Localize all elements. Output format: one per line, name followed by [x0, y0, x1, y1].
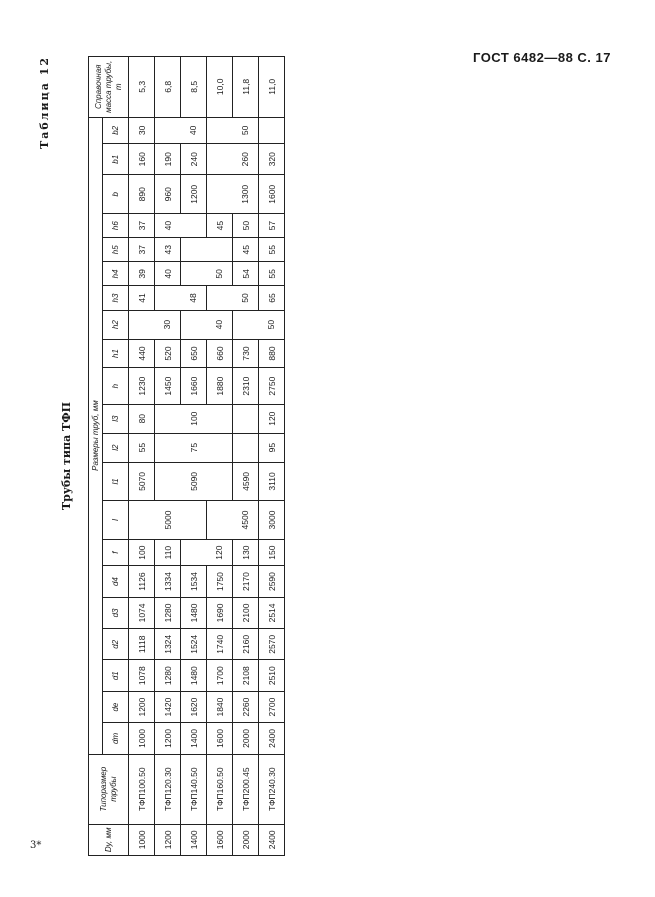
rotated-table-frame [30, 56, 570, 856]
cell-h6 [181, 214, 207, 238]
cell-d1: 1078 [129, 660, 155, 691]
cell-l1 [155, 462, 181, 501]
cell-h1: 650 [181, 339, 207, 368]
cell-h2 [181, 310, 207, 339]
cell-h1: 880 [259, 339, 285, 368]
table-row [129, 57, 155, 856]
cell-dt: 1400 [181, 723, 207, 754]
page-footnote: 3* [30, 840, 42, 851]
cell-b [207, 175, 233, 214]
col-h4: h4 [103, 262, 129, 286]
cell-b: 1600 [259, 175, 285, 214]
cell-h5 [181, 238, 207, 262]
cell-type: ТФП120.30 [155, 754, 181, 824]
cell-d3: 2514 [259, 597, 285, 628]
cell-d4: 1126 [129, 566, 155, 597]
cell-h2: 40 [207, 310, 233, 339]
cell-d4: 2590 [259, 566, 285, 597]
cell-f: 130 [233, 539, 259, 566]
cell-type: ТФП240.30 [259, 754, 285, 824]
cell-h2 [233, 310, 259, 339]
col-d2: d2 [103, 629, 129, 660]
col-h3: h3 [103, 286, 129, 310]
col-l3: l3 [103, 404, 129, 433]
cell-dy: 2400 [259, 824, 285, 855]
cell-h: 1450 [155, 368, 181, 404]
cell-d1: 1280 [155, 660, 181, 691]
cell-b1: 240 [181, 144, 207, 175]
cell-l1: 5090 [181, 462, 207, 501]
cell-h5: 55 [259, 238, 285, 262]
cell-h: 1880 [207, 368, 233, 404]
cell-dy: 1600 [207, 824, 233, 855]
cell-l3 [207, 404, 233, 433]
cell-h2: 50 [259, 310, 285, 339]
cell-l3: 80 [129, 404, 155, 433]
cell-d2: 1324 [155, 629, 181, 660]
table-row [259, 57, 285, 856]
cell-b2: 30 [129, 117, 155, 144]
col-d3: d3 [103, 597, 129, 628]
cell-f: 150 [259, 539, 285, 566]
cell-l3 [155, 404, 181, 433]
cell-b: 960 [155, 175, 181, 214]
cell-b1: 160 [129, 144, 155, 175]
cell-l3: 120 [259, 404, 285, 433]
cell-d2: 1118 [129, 629, 155, 660]
cell-l [207, 501, 233, 540]
cell-d2: 1524 [181, 629, 207, 660]
col-l2: l2 [103, 433, 129, 462]
cell-h1: 660 [207, 339, 233, 368]
cell-h3 [207, 286, 233, 310]
cell-de: 1620 [181, 691, 207, 722]
cell-dt: 2400 [259, 723, 285, 754]
cell-h5 [207, 238, 233, 262]
cell-f: 110 [155, 539, 181, 566]
cell-dt: 1000 [129, 723, 155, 754]
cell-de: 2260 [233, 691, 259, 722]
cell-mass: 5,3 [129, 57, 155, 118]
cell-d2: 2160 [233, 629, 259, 660]
cell-d3: 1074 [129, 597, 155, 628]
col-h: h [103, 368, 129, 404]
cell-d2: 1740 [207, 629, 233, 660]
table-number: Таблица 12 [38, 56, 51, 149]
cell-mass: 6,8 [155, 57, 181, 118]
cell-d1: 1480 [181, 660, 207, 691]
cell-h1: 520 [155, 339, 181, 368]
cell-d1: 2108 [233, 660, 259, 691]
cell-h4: 40 [155, 262, 181, 286]
pipe-table [88, 56, 285, 856]
cell-type: ТФП100.50 [129, 754, 155, 824]
cell-l: 4500 [233, 501, 259, 540]
cell-type: ТФП160.50 [207, 754, 233, 824]
table-row [233, 57, 259, 856]
cell-h3: 48 [181, 286, 207, 310]
cell-l [181, 501, 207, 540]
cell-h: 1660 [181, 368, 207, 404]
cell-b2 [259, 117, 285, 144]
cell-h5: 37 [129, 238, 155, 262]
cell-type: ТФП140.50 [181, 754, 207, 824]
cell-h: 1230 [129, 368, 155, 404]
col-b: b [103, 175, 129, 214]
cell-l2 [207, 433, 233, 462]
col-h6: h6 [103, 214, 129, 238]
cell-mass: 8,5 [181, 57, 207, 118]
col-mass: Справочная масса трубы, т [89, 57, 129, 118]
col-h2: h2 [103, 310, 129, 339]
col-h5: h5 [103, 238, 129, 262]
cell-l1: 4590 [233, 462, 259, 501]
cell-dy: 1000 [129, 824, 155, 855]
cell-d3: 1280 [155, 597, 181, 628]
cell-h6: 37 [129, 214, 155, 238]
cell-b2: 50 [233, 117, 259, 144]
cell-b: 1200 [181, 175, 207, 214]
cell-h4: 55 [259, 262, 285, 286]
cell-d4: 1534 [181, 566, 207, 597]
cell-b1 [207, 144, 233, 175]
cell-b2 [155, 117, 181, 144]
cell-h2: 30 [155, 310, 181, 339]
cell-d4: 2170 [233, 566, 259, 597]
cell-dy: 2000 [233, 824, 259, 855]
col-sizes-group: Размеры труб, мм [89, 117, 103, 754]
cell-l2: 55 [129, 433, 155, 462]
col-l1: l1 [103, 462, 129, 501]
col-f: f [103, 539, 129, 566]
col-dy: Dy, мм [89, 824, 129, 855]
table-row [181, 57, 207, 856]
cell-f: 120 [207, 539, 233, 566]
cell-l: 5000 [155, 501, 181, 540]
cell-b1: 260 [233, 144, 259, 175]
col-b2: b2 [103, 117, 129, 144]
cell-b: 890 [129, 175, 155, 214]
cell-f: 100 [129, 539, 155, 566]
cell-h4 [181, 262, 207, 286]
cell-dt: 1200 [155, 723, 181, 754]
cell-h5: 45 [233, 238, 259, 262]
col-l: l [103, 501, 129, 540]
cell-l2: 95 [259, 433, 285, 462]
cell-l1: 5070 [129, 462, 155, 501]
cell-h6: 50 [233, 214, 259, 238]
cell-l1 [207, 462, 233, 501]
cell-de: 2700 [259, 691, 285, 722]
cell-h: 2310 [233, 368, 259, 404]
cell-h: 2750 [259, 368, 285, 404]
col-d1: d1 [103, 660, 129, 691]
cell-l1: 3110 [259, 462, 285, 501]
cell-d2: 2570 [259, 629, 285, 660]
cell-b2 [207, 117, 233, 144]
cell-d3: 1690 [207, 597, 233, 628]
cell-h1: 440 [129, 339, 155, 368]
cell-h6: 40 [155, 214, 181, 238]
cell-d3: 2100 [233, 597, 259, 628]
cell-h2 [129, 310, 155, 339]
cell-l2 [233, 433, 259, 462]
col-h1: h1 [103, 339, 129, 368]
cell-d1: 1700 [207, 660, 233, 691]
cell-mass: 11,0 [259, 57, 285, 118]
cell-h3: 50 [233, 286, 259, 310]
cell-de: 1420 [155, 691, 181, 722]
cell-de: 1200 [129, 691, 155, 722]
cell-dt: 1600 [207, 723, 233, 754]
cell-l [129, 501, 155, 540]
cell-h5: 43 [155, 238, 181, 262]
cell-dy: 1200 [155, 824, 181, 855]
table-row [155, 57, 181, 856]
table-caption [30, 56, 86, 856]
col-dt: dт [103, 723, 129, 754]
col-type: Типоразмер трубы [89, 754, 129, 824]
cell-type: ТФП200.45 [233, 754, 259, 824]
col-de: dе [103, 691, 129, 722]
cell-dt: 2000 [233, 723, 259, 754]
cell-h4: 39 [129, 262, 155, 286]
cell-l3: 100 [181, 404, 207, 433]
table-title: Трубы типа ТФП [60, 401, 73, 511]
cell-l: 3000 [259, 501, 285, 540]
cell-mass: 10,0 [207, 57, 233, 118]
cell-l2: 75 [181, 433, 207, 462]
cell-h1: 730 [233, 339, 259, 368]
cell-h6: 57 [259, 214, 285, 238]
cell-h4: 54 [233, 262, 259, 286]
cell-dy: 1400 [181, 824, 207, 855]
cell-d3: 1480 [181, 597, 207, 628]
cell-d4: 1750 [207, 566, 233, 597]
cell-d4: 1334 [155, 566, 181, 597]
cell-mass: 11,8 [233, 57, 259, 118]
table-row [207, 57, 233, 856]
cell-de: 1840 [207, 691, 233, 722]
cell-h3: 41 [129, 286, 155, 310]
cell-b2: 40 [181, 117, 207, 144]
cell-h4: 50 [207, 262, 233, 286]
cell-f [181, 539, 207, 566]
page-header: ГОСТ 6482—88 С. 17 [473, 50, 611, 65]
cell-h3 [155, 286, 181, 310]
cell-b1: 190 [155, 144, 181, 175]
cell-d1: 2510 [259, 660, 285, 691]
cell-h6: 45 [207, 214, 233, 238]
col-b1: b1 [103, 144, 129, 175]
cell-l2 [155, 433, 181, 462]
cell-b1: 320 [259, 144, 285, 175]
cell-b: 1300 [233, 175, 259, 214]
cell-h3: 65 [259, 286, 285, 310]
cell-l3 [233, 404, 259, 433]
col-d4: d4 [103, 566, 129, 597]
